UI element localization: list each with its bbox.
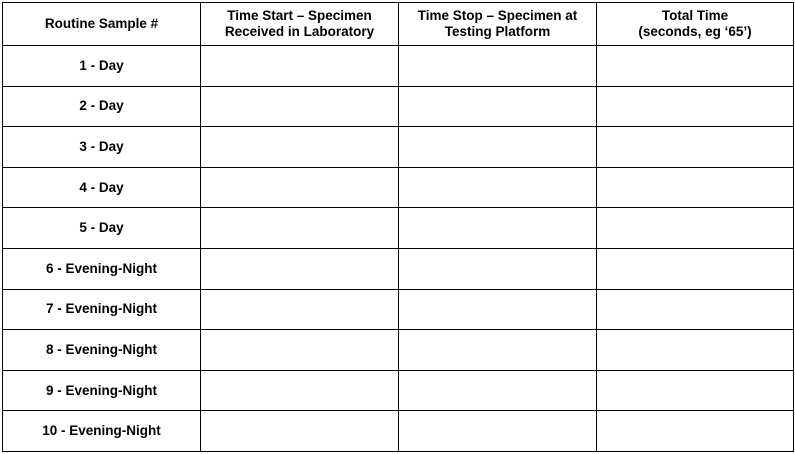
- time-start-cell[interactable]: [201, 411, 399, 452]
- time-stop-cell[interactable]: [399, 370, 597, 411]
- header-total-time-line-1: Total Time: [661, 8, 729, 23]
- table-row: [3, 86, 794, 127]
- time-stop-cell[interactable]: [399, 127, 597, 168]
- time-start-cell[interactable]: [201, 208, 399, 249]
- total-time-cell[interactable]: [597, 46, 794, 87]
- total-time-cell[interactable]: [597, 289, 794, 330]
- sample-label: 7 - Evening-Night: [3, 289, 201, 330]
- sample-label: 8 - Evening-Night: [3, 330, 201, 371]
- table-row: [3, 330, 794, 371]
- time-start-cell[interactable]: [201, 46, 399, 87]
- header-total-time: [597, 3, 794, 46]
- time-stop-cell[interactable]: [399, 167, 597, 208]
- total-time-cell[interactable]: [597, 127, 794, 168]
- total-time-cell[interactable]: [597, 86, 794, 127]
- time-stop-cell[interactable]: [399, 86, 597, 127]
- sample-label: 2 - Day: [3, 86, 201, 127]
- header-row: [3, 3, 794, 46]
- time-start-cell[interactable]: [201, 289, 399, 330]
- table-row: [3, 127, 794, 168]
- table-header: [3, 3, 794, 46]
- time-start-cell[interactable]: [201, 248, 399, 289]
- time-start-cell[interactable]: [201, 127, 399, 168]
- sample-label: 3 - Day: [3, 127, 201, 168]
- time-stop-cell[interactable]: [399, 330, 597, 371]
- table-row: [3, 167, 794, 208]
- time-stop-cell[interactable]: [399, 208, 597, 249]
- total-time-cell[interactable]: [597, 370, 794, 411]
- time-stop-cell[interactable]: [399, 289, 597, 330]
- sample-label: 6 - Evening-Night: [3, 248, 201, 289]
- sample-label: 10 - Evening-Night: [3, 411, 201, 452]
- table-row: [3, 248, 794, 289]
- total-time-cell[interactable]: [597, 208, 794, 249]
- total-time-cell[interactable]: [597, 330, 794, 371]
- table-row: [3, 411, 794, 452]
- time-stop-cell[interactable]: [399, 46, 597, 87]
- time-start-cell[interactable]: [201, 86, 399, 127]
- header-routine-sample: [3, 3, 201, 46]
- header-time-start-line-1: Time Start – Specimen: [227, 8, 372, 23]
- table-row: [3, 46, 794, 87]
- sample-label: 1 - Day: [3, 46, 201, 87]
- time-start-cell[interactable]: [201, 370, 399, 411]
- header-time-stop-line-1: Time Stop – Specimen at: [417, 8, 578, 23]
- sample-label: 4 - Day: [3, 167, 201, 208]
- sample-label: 5 - Day: [3, 208, 201, 249]
- time-start-cell[interactable]: [201, 330, 399, 371]
- time-stop-cell[interactable]: [399, 411, 597, 452]
- header-time-stop-line-2: Testing Platform: [444, 24, 551, 39]
- time-stop-cell[interactable]: [399, 248, 597, 289]
- header-time-start: [201, 3, 399, 46]
- header-total-time-line-2: (seconds, eg ‘65’): [638, 24, 752, 39]
- total-time-cell[interactable]: [597, 411, 794, 452]
- total-time-cell[interactable]: [597, 248, 794, 289]
- sample-label: 9 - Evening-Night: [3, 370, 201, 411]
- table-row: [3, 208, 794, 249]
- header-time-stop: [399, 3, 597, 46]
- header-time-start-line-2: Received in Laboratory: [224, 24, 375, 39]
- table-body: [3, 46, 794, 452]
- time-start-cell[interactable]: [201, 167, 399, 208]
- specimen-timing-table: [2, 2, 794, 452]
- table-row: [3, 289, 794, 330]
- table-row: [3, 370, 794, 411]
- total-time-cell[interactable]: [597, 167, 794, 208]
- header-routine-sample-line-1: Routine Sample #: [44, 16, 159, 31]
